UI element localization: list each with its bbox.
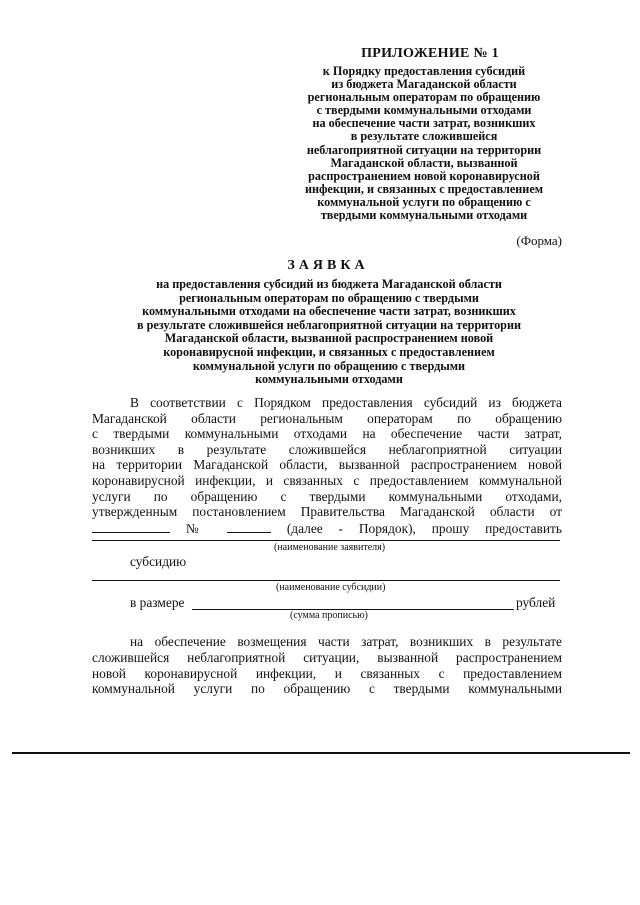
paragraph-line: на территории Магаданской области, вызванной распространением новой bbox=[92, 457, 562, 473]
paragraph-line: новой коронавирусной инфекции, и связанных с предоставлением bbox=[92, 665, 562, 681]
paragraph-line: с твердыми коммунальными отходами на обеспечение части затрат, bbox=[92, 426, 562, 442]
amount-suffix: рублей bbox=[516, 595, 556, 610]
zayavka-subtitle-line: коммунальной услуги по обращению с твердыми bbox=[192, 358, 466, 373]
appendix-subtitle-line: твердыми коммунальными отходами bbox=[320, 208, 528, 223]
applicant-caption: (наименование заявителя) bbox=[274, 542, 386, 553]
zayavka-subtitle-line: на предоставления субсидий из бюджета Магаданской области bbox=[156, 277, 502, 291]
paragraph-last-line bbox=[92, 520, 562, 536]
zayavka-subtitle-line: региональным операторам по обращению с твердыми bbox=[179, 290, 479, 305]
subsidy-word: субсидию bbox=[130, 554, 187, 569]
page-bottom-rule bbox=[12, 752, 630, 754]
purpose-paragraph bbox=[92, 634, 562, 697]
paragraph-last-line-tail: (далее - Порядок), прошу предоставить bbox=[286, 520, 562, 536]
paragraph-line: утвержденным постановлением Правительства Магаданской области от bbox=[92, 504, 562, 520]
paragraph-line: В соответствии с Порядком предоставления субсидий из бюджета bbox=[130, 395, 562, 410]
appendix-subtitle-line: инфекции, и связанных с предоставлением bbox=[304, 181, 544, 196]
zayavka-subtitle-line: коронавирусной инфекции, и связанных с предоставлением bbox=[163, 344, 495, 359]
zayavka-title: ЗАЯВКА bbox=[287, 258, 369, 273]
request-paragraph bbox=[92, 395, 562, 535]
zayavka-subtitle-line: коммунальными отходами на обеспечение части затрат, возникших bbox=[142, 304, 516, 319]
zayavka-subtitle bbox=[92, 278, 566, 387]
amount-caption: (сумма прописью) bbox=[290, 610, 368, 621]
date-blank[interactable] bbox=[92, 520, 170, 533]
form-label: (Форма) bbox=[516, 233, 562, 248]
zayavka-subtitle-line: в результате сложившейся неблагоприятной ситуации на территории bbox=[136, 317, 521, 332]
paragraph-line: коронавирусной инфекции, и связанных с предоставлением коммунальной bbox=[92, 472, 562, 488]
paragraph-line: сложившейся неблагоприятной ситуации, вызванной распространением bbox=[92, 649, 562, 665]
applicant-line[interactable] bbox=[92, 540, 560, 541]
paragraph-line: на обеспечение возмещения части затрат, возникших в результате bbox=[130, 634, 562, 649]
appendix-subtitle-line: из бюджета Магаданской области bbox=[331, 77, 517, 92]
appendix-title: ПРИЛОЖЕНИЕ № 1 bbox=[361, 46, 499, 61]
appendix-subtitle-line: распространением новой коронавирусной bbox=[308, 168, 540, 183]
appendix-subtitle-line: с твердыми коммунальными отходами bbox=[316, 103, 532, 118]
number-blank[interactable] bbox=[227, 520, 271, 533]
paragraph-line: Магаданской области региональным операторам по обращению bbox=[92, 410, 562, 426]
zayavka-subtitle-line: коммунальными отходами bbox=[255, 372, 403, 387]
appendix-subtitle-line: коммунальной услуги по обращению с bbox=[317, 194, 531, 209]
appendix-subtitle-line: на обеспечение части затрат, возникших bbox=[312, 116, 536, 131]
appendix-subtitle bbox=[276, 65, 572, 222]
zayavka-subtitle-line: Магаданской области, вызванной распространением новой bbox=[164, 331, 494, 346]
amount-prefix: в размере bbox=[130, 595, 185, 610]
appendix-subtitle-line: региональным операторам по обращению bbox=[307, 90, 541, 105]
paragraph-line: коммунальной услуги по обращению с твердыми коммунальными bbox=[92, 681, 562, 697]
appendix-subtitle-line: неблагоприятной ситуации на территории bbox=[306, 142, 542, 157]
paragraph-line: возникших в результате сложившейся неблагоприятной ситуации bbox=[92, 441, 562, 457]
number-sign: № bbox=[185, 520, 212, 536]
subsidy-name-line[interactable] bbox=[92, 580, 560, 581]
appendix-subtitle-line: Магаданской области, вызванной bbox=[330, 155, 518, 170]
appendix-subtitle-line: к Порядку предоставления субсидий bbox=[322, 64, 526, 78]
appendix-subtitle-line: в результате сложившейся bbox=[350, 129, 498, 144]
subsidy-caption: (наименование субсидии) bbox=[276, 582, 386, 593]
paragraph-line: услуги по обращению с твердыми коммунальными отходами, bbox=[92, 488, 562, 504]
